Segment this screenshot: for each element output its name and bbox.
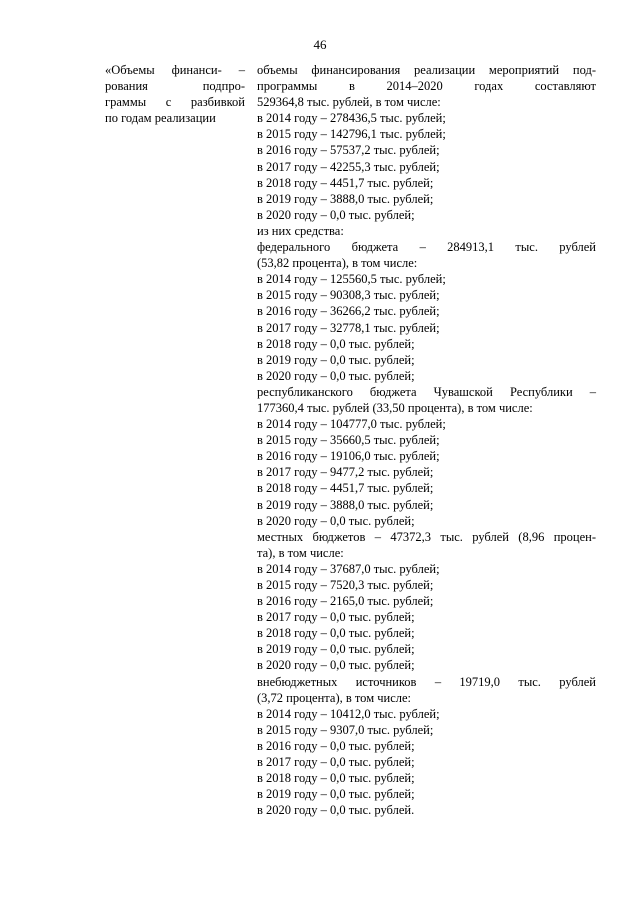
value-line: в 2020 году – 0,0 тыс. рублей. — [257, 803, 415, 818]
value-line: из них средства: — [257, 223, 344, 238]
value-line: в 2018 году – 0,0 тыс. рублей; — [257, 626, 415, 641]
value-line: 177360,4 тыс. рублей (33,50 процента), в том числе: — [257, 400, 533, 415]
table-label-cell — [105, 62, 245, 126]
value-line: в 2017 году – 0,0 тыс. рублей; — [257, 610, 415, 625]
value-line: в 2015 году – 35660,5 тыс. рублей; — [257, 433, 440, 448]
value-line: в 2018 году – 4451,7 тыс. рублей; — [257, 175, 434, 190]
value-line: 529364,8 тыс. рублей, в том числе: — [257, 95, 441, 110]
value-line: в 2018 году – 0,0 тыс. рублей; — [257, 336, 415, 351]
value-line: в 2017 году – 9477,2 тыс. рублей; — [257, 465, 434, 480]
table-value-cell — [257, 62, 596, 818]
value-line: в 2015 году – 7520,3 тыс. рублей; — [257, 578, 434, 592]
value-line: в 2016 году – 36266,2 тыс. рублей; — [257, 304, 440, 319]
value-line: в 2020 году – 0,0 тыс. рублей; — [257, 368, 415, 383]
label-line: граммы с разбивкой — [105, 95, 245, 110]
value-line: в 2015 году – 9307,0 тыс. рублей; — [257, 722, 434, 737]
value-line: в 2019 году – 0,0 тыс. рублей; — [257, 352, 415, 367]
value-line: та), в том числе: — [257, 545, 344, 560]
value-line: (53,82 процента), в том числе: — [257, 256, 418, 271]
page-number: 46 — [313, 37, 327, 52]
value-line: в 2018 году – 4451,7 тыс. рублей; — [257, 481, 434, 496]
value-line: в 2014 году – 125560,5 тыс. рублей; — [257, 272, 446, 287]
value-line: в 2016 году – 2165,0 тыс. рублей; — [257, 594, 434, 609]
value-line: федерального бюджета – 284913,1 тыс. рублей — [257, 240, 596, 255]
label-line: по годам реализации — [105, 111, 216, 126]
value-line: в 2019 году – 3888,0 тыс. рублей; — [257, 497, 434, 512]
value-line: программы в 2014–2020 годах составляют — [257, 79, 596, 94]
value-line: в 2020 году – 0,0 тыс. рублей; — [257, 207, 415, 222]
value-line: в 2016 году – 57537,2 тыс. рублей; — [257, 143, 440, 158]
value-line: в 2014 году – 10412,0 тыс. рублей; — [257, 706, 440, 721]
value-line: в 2020 году – 0,0 тыс. рублей; — [257, 658, 415, 673]
value-line: в 2016 году – 19106,0 тыс. рублей; — [257, 449, 440, 464]
value-line: в 2018 году – 0,0 тыс. рублей; — [257, 771, 415, 786]
value-line: в 2014 году – 104777,0 тыс. рублей; — [257, 417, 446, 432]
value-line: внебюджетных источников – 19719,0 тыс. рублей — [257, 674, 596, 689]
value-line: в 2014 году – 37687,0 тыс. рублей; — [257, 561, 440, 576]
value-line: (3,72 процента), в том числе: — [257, 690, 412, 705]
value-line: в 2019 году – 0,0 тыс. рублей; — [257, 642, 415, 657]
value-line: в 2015 году – 142796,1 тыс. рублей; — [257, 127, 446, 142]
value-line: в 2017 году – 0,0 тыс. рублей; — [257, 755, 415, 770]
label-line: рования подпро- — [105, 79, 245, 94]
value-line: в 2019 году – 3888,0 тыс. рублей; — [257, 191, 434, 206]
value-line: в 2017 году – 42255,3 тыс. рублей; — [257, 159, 440, 174]
value-line: в 2017 году – 32778,1 тыс. рублей; — [257, 320, 440, 335]
value-line: республиканского бюджета Чувашской Республики – — [257, 384, 596, 399]
value-line: в 2016 году – 0,0 тыс. рублей; — [257, 738, 415, 753]
value-line: в 2015 году – 90308,3 тыс. рублей; — [257, 288, 440, 303]
value-line: в 2020 году – 0,0 тыс. рублей; — [257, 513, 415, 528]
value-line: местных бюджетов – 47372,3 тыс. рублей (8,96 процен- — [257, 529, 596, 544]
value-line: в 2019 году – 0,0 тыс. рублей; — [257, 787, 415, 802]
value-line: объемы финансирования реализации мероприятий под- — [257, 63, 596, 77]
value-line: в 2014 году – 278436,5 тыс. рублей; — [257, 111, 446, 126]
label-line: «Объемы финанси- – — [105, 63, 245, 77]
